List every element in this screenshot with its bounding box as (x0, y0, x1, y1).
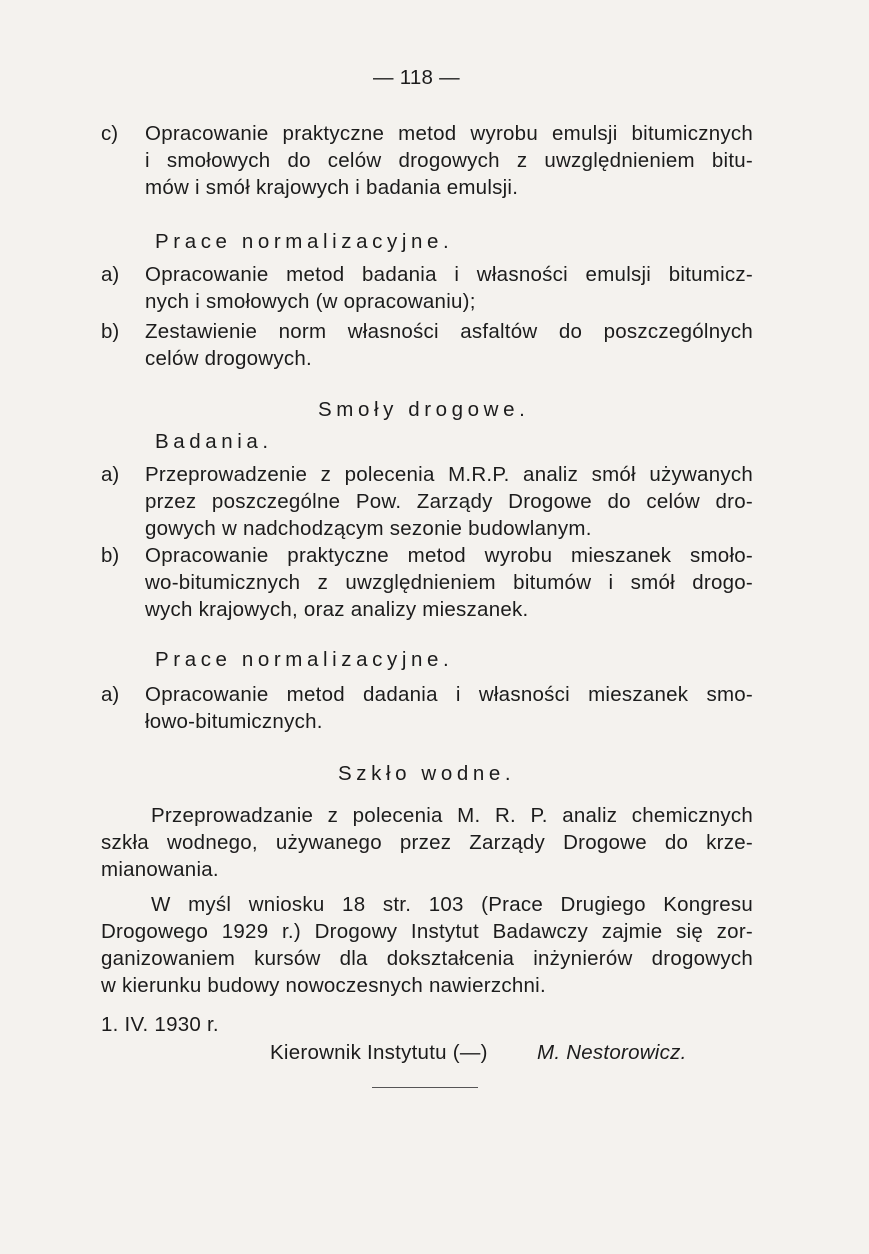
list-marker: b) (101, 320, 120, 343)
paragraph-line: mów i smół krajowych i badania emulsji. (145, 176, 519, 199)
paragraph-line: i smołowych do celów drogowych z uwzględnieniem bitu- (145, 149, 753, 172)
paragraph-line: mianowania. (101, 858, 219, 881)
paragraph-line: Opracowanie metod dadania i własności mieszanek smo- (145, 683, 753, 706)
list-marker: a) (101, 463, 120, 486)
list-marker: a) (101, 263, 120, 286)
paragraph-line: wych krajowych, oraz analizy mieszanek. (145, 598, 529, 621)
paragraph-line: wo-bitumicznych z uwzględnieniem bitumów i smół drogo- (145, 571, 753, 594)
paragraph-line: łowo-bitumicznych. (145, 710, 323, 733)
paragraph-line: nych i smołowych (w opracowaniu); (145, 290, 476, 313)
paragraph-line: ganizowaniem kursów dla dokształcenia inżynierów drogowych (101, 947, 753, 970)
closing-rule (372, 1087, 478, 1088)
paragraph-line: gowych w nadchodzącym sezonie budowlanym. (145, 517, 592, 540)
subsection-heading: Badania. (155, 430, 273, 453)
section-heading: Prace normalizacyjne. (155, 230, 454, 253)
paragraph-line: Opracowanie praktyczne metod wyrobu emulsji bitumicznych (145, 122, 753, 145)
section-heading: Szkło wodne. (338, 762, 516, 785)
paragraph-line: Opracowanie metod badania i własności emulsji bitumicz- (145, 263, 753, 286)
signature-name: M. Nestorowicz. (537, 1041, 687, 1064)
paragraph-line: szkła wodnego, używanego przez Zarządy Drogowe do krze- (101, 831, 753, 854)
paragraph-line: przez poszczególne Pow. Zarządy Drogowe do celów dro- (145, 490, 753, 513)
paragraph-line: celów drogowych. (145, 347, 312, 370)
paragraph-line: Zestawienie norm własności asfaltów do poszczególnych (145, 320, 753, 343)
paragraph-line: Przeprowadzanie z polecenia M. R. P. analiz chemicznych (151, 804, 753, 827)
paragraph-line: Drogowego 1929 r.) Drogowy Instytut Badawczy zajmie się zor- (101, 920, 753, 943)
section-heading: Prace normalizacyjne. (155, 648, 454, 671)
page-number: — 118 — (373, 66, 460, 89)
list-marker: b) (101, 544, 120, 567)
date: 1. IV. 1930 r. (101, 1013, 219, 1036)
paragraph-line: w kierunku budowy nowoczesnych nawierzchni. (101, 974, 546, 997)
paragraph-line: Przeprowadzenie z polecenia M.R.P. analiz smół używanych (145, 463, 753, 486)
list-marker: a) (101, 683, 120, 706)
paragraph-line: Opracowanie praktyczne metod wyrobu mieszanek smoło- (145, 544, 753, 567)
signature-role: Kierownik Instytutu (—) (270, 1041, 488, 1064)
list-marker: c) (101, 122, 119, 145)
section-heading: Smoły drogowe. (318, 398, 530, 421)
paragraph-line: W myśl wniosku 18 str. 103 (Prace Drugiego Kongresu (151, 893, 753, 916)
